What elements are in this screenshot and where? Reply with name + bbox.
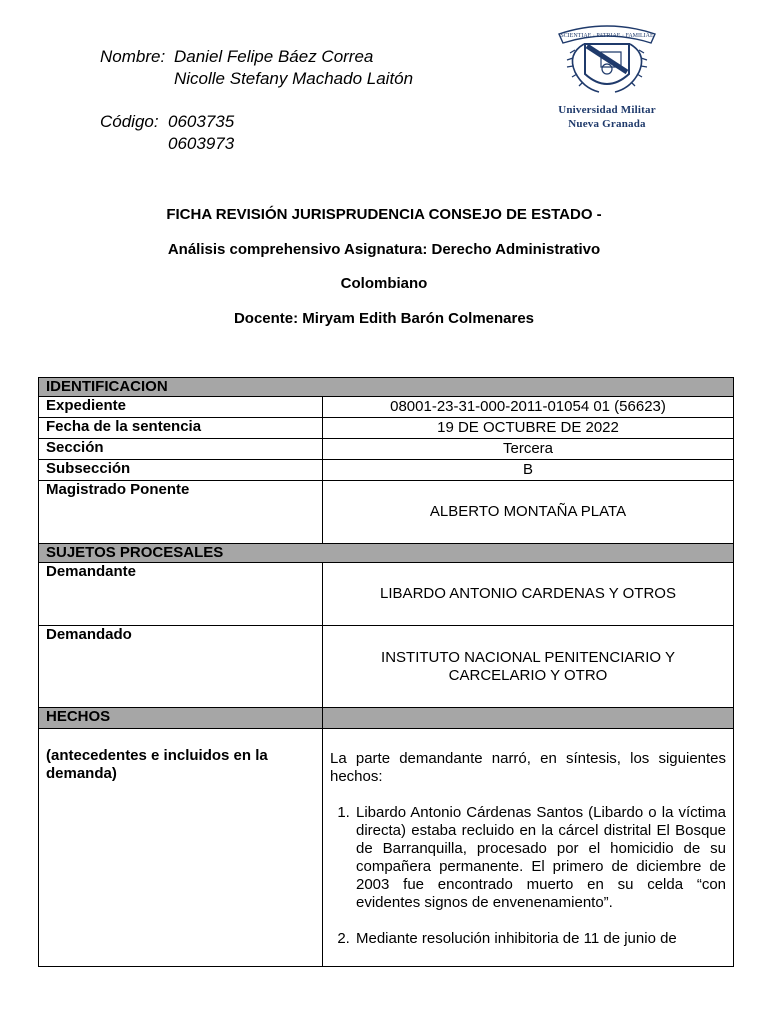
section-hechos-empty <box>323 708 734 729</box>
table-row <box>39 626 734 708</box>
ficha-table <box>38 377 734 967</box>
university-logo <box>550 20 664 130</box>
university-name-line2: Nueva Granada <box>568 118 646 130</box>
section-row-hechos <box>39 708 734 729</box>
demandante-value: LIBARDO ANTONIO CARDENAS Y OTROS <box>323 563 734 626</box>
hechos-label: (antecedentes e incluidos en la demanda) <box>39 729 323 967</box>
title-line-3: Colombiano <box>340 275 428 292</box>
table-row <box>39 439 734 460</box>
demandante-label: Demandante <box>39 563 323 626</box>
table-row <box>39 418 734 439</box>
title-line-1: FICHA REVISIÓN JURISPRUDENCIA CONSEJO DE ESTADO - <box>166 206 602 223</box>
university-seal-icon <box>553 20 661 102</box>
title-line-2: Análisis comprehensivo Asignatura: Derecho Administrativo <box>167 240 601 258</box>
fecha-label: Fecha de la sentencia <box>39 418 323 439</box>
table-row <box>39 729 734 967</box>
expediente-label: Expediente <box>39 397 323 418</box>
hecho-item-2: 2. Mediante resolución inhibitoria de 11 de junio de <box>354 930 726 948</box>
author-name-2: Nicolle Stefany Machado Laitón <box>174 69 414 88</box>
section-row-sujetos <box>39 544 734 563</box>
svg-text:SCIENTIAE · PATRIAE · FAMILIAE: SCIENTIAE · PATRIAE · FAMILIAE <box>560 33 654 39</box>
table-row <box>39 460 734 481</box>
table-row <box>39 563 734 626</box>
section-hechos: HECHOS <box>39 708 323 729</box>
section-identificacion: IDENTIFICACION <box>39 378 734 397</box>
table-row <box>39 397 734 418</box>
expediente-value: 08001-23-31-000-2011-01054 01 (56623) <box>323 397 734 418</box>
university-name-line1: Universidad Militar <box>558 104 656 116</box>
fecha-value: 19 DE OCTUBRE DE 2022 <box>323 418 734 439</box>
code-label: Código: <box>100 112 159 131</box>
magistrado-label: Magistrado Ponente <box>39 481 323 544</box>
author-name-1: Daniel Felipe Báez Correa <box>174 47 374 66</box>
hechos-list <box>330 804 726 948</box>
hechos-intro: La parte demandante narró, en síntesis, los siguientes hechos: <box>330 750 727 785</box>
document-heading <box>0 198 768 336</box>
hechos-content <box>323 729 734 967</box>
author-block <box>100 46 413 155</box>
student-code-2: 0603973 <box>168 134 235 153</box>
hecho-item-1: 1. Libardo Antonio Cárdenas Santos (Libardo o la víctima directa) estaba recluido en la cárcel distrital El Bosque de Barranquilla, procesado por el homicidio de su compañera permanente. El primero de diciembre de 2003 fue encontrado muerto en su celda “con evidentes signos de envenenamiento”. <box>354 804 726 912</box>
demandado-label: Demandado <box>39 626 323 708</box>
demandado-value: INSTITUTO NACIONAL PENITENCIARIO Y CARCELARIO Y OTRO <box>323 626 734 708</box>
section-row-identificacion <box>39 378 734 397</box>
name-label: Nombre: <box>100 47 166 66</box>
subseccion-value: B <box>323 460 734 481</box>
section-sujetos-procesales: SUJETOS PROCESALES <box>39 544 734 563</box>
seccion-label: Sección <box>39 439 323 460</box>
title-line-4: Docente: Miryam Edith Barón Colmenares <box>233 309 535 327</box>
magistrado-value: ALBERTO MONTAÑA PLATA <box>323 481 734 544</box>
table-row <box>39 481 734 544</box>
student-code-1: 0603735 <box>168 112 235 131</box>
seccion-value: Tercera <box>323 439 734 460</box>
subseccion-label: Subsección <box>39 460 323 481</box>
